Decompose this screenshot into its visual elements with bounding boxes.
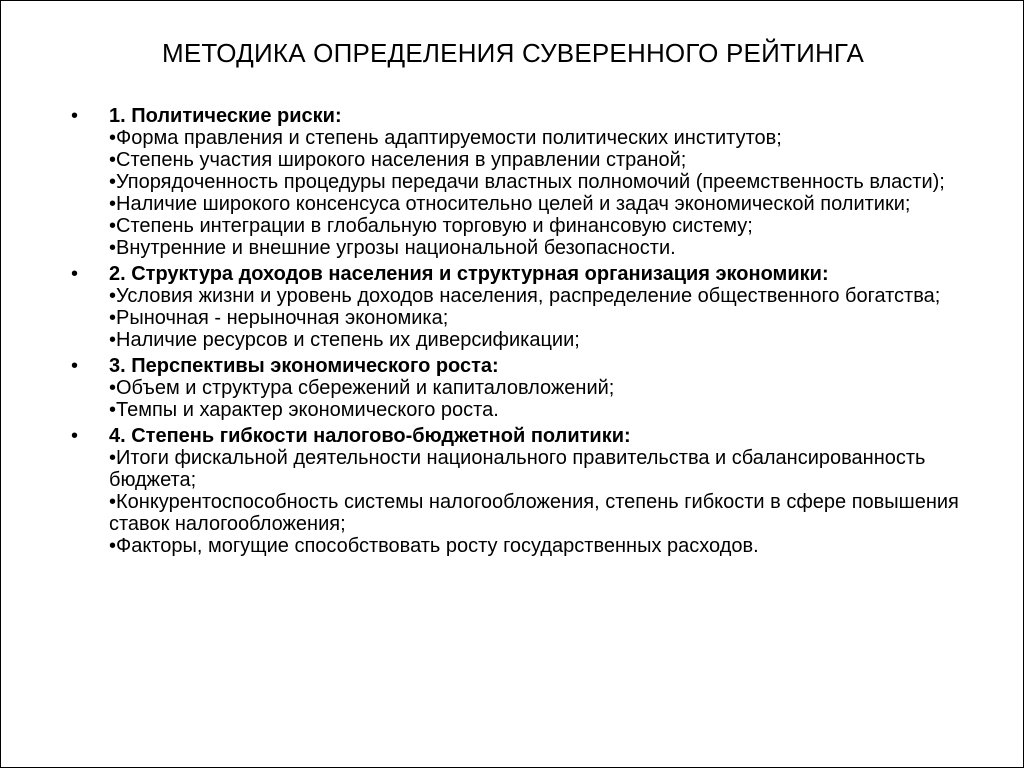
bullet-marker: • — [71, 263, 79, 285]
list-item: •Степень участия широкого населения в управлении страной; — [109, 149, 687, 171]
list-item: •Внутренние и внешние угрозы национальной безопасности. — [109, 237, 676, 259]
list-item: •Степень интеграции в глобальную торговую и финансовую систему; — [109, 215, 753, 237]
list-item: •Наличие широкого консенсуса относительно целей и задач экономической политики; — [109, 193, 911, 215]
list-item: •Итоги фискальной деятельности национального правительства и сбалансированность бюджета; — [109, 447, 926, 491]
section-list — [71, 105, 971, 561]
list-item: •Форма правления и степень адаптируемости политических институтов; — [109, 127, 782, 149]
item-list — [109, 127, 971, 259]
item-list — [109, 447, 971, 557]
item-list — [109, 285, 971, 351]
list-item: •Объем и структура сбережений и капиталовложений; — [109, 377, 615, 399]
section-income-structure — [71, 263, 971, 351]
list-item: •Рыночная - нерыночная экономика; — [109, 307, 449, 329]
list-item: •Конкурентоспособность системы налогообложения, степень гибкости в сфере повышения ставок налогообложения; — [109, 491, 959, 535]
section-heading: 4. Степень гибкости налогово-бюджетной политики: — [109, 425, 631, 447]
bullet-marker: • — [71, 425, 79, 447]
list-item: •Наличие ресурсов и степень их диверсификации; — [109, 329, 580, 351]
slide-title: МЕТОДИКА ОПРЕДЕЛЕНИЯ СУВЕРЕННОГО РЕЙТИНГА — [161, 38, 865, 68]
bullet-marker: • — [71, 355, 79, 377]
section-fiscal-flexibility — [71, 425, 971, 557]
section-heading: 1. Политические риски: — [109, 105, 342, 127]
item-list — [109, 377, 971, 421]
section-heading: 2. Структура доходов населения и структурная организация экономики: — [109, 263, 829, 285]
list-item: •Упорядоченность процедуры передачи властных полномочий (преемственность власти); — [109, 171, 945, 193]
section-heading: 3. Перспективы экономического роста: — [109, 355, 499, 377]
list-item: •Факторы, могущие способствовать росту государственных расходов. — [109, 535, 759, 557]
list-item: •Темпы и характер экономического роста. — [109, 399, 499, 421]
list-item: •Условия жизни и уровень доходов населения, распределение общественного богатства; — [109, 285, 941, 307]
section-growth-prospects — [71, 355, 971, 421]
bullet-marker: • — [71, 105, 79, 127]
section-political-risks — [71, 105, 971, 259]
